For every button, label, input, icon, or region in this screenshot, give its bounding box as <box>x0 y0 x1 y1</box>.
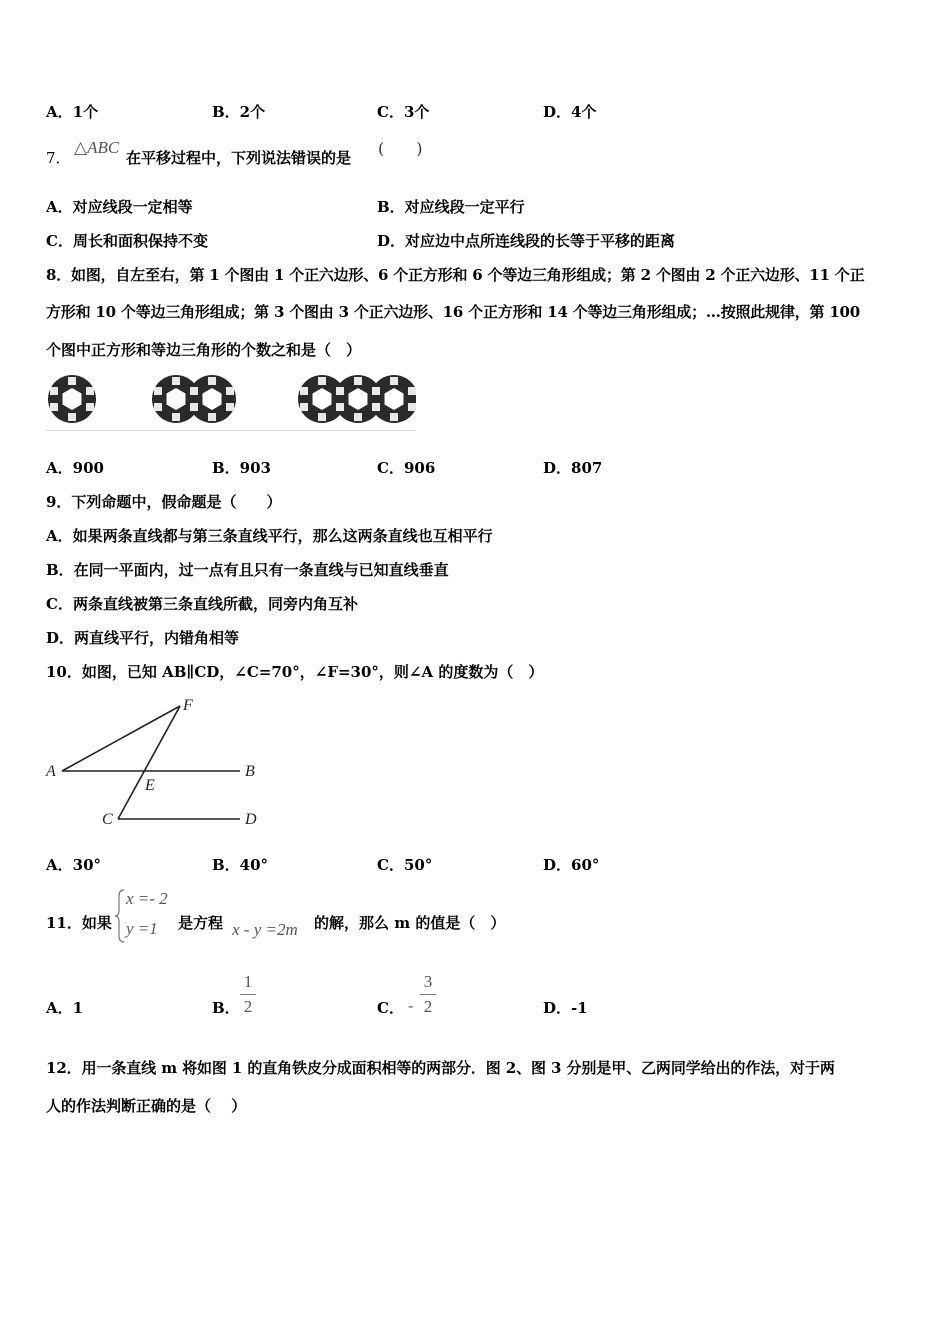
q9-option-c: C．两条直线被第三条直线所截，同旁内角互补 <box>46 595 358 613</box>
q11-option-b-fraction: 1 2 <box>240 972 256 1017</box>
q11-option-c: C． <box>377 999 404 1017</box>
q10-option-b: B．40° <box>212 856 269 874</box>
q10-label-d: D <box>245 811 257 828</box>
q11-option-c-sign: - <box>408 996 414 1015</box>
q11-option-b: B． <box>212 999 240 1017</box>
q7-option-b: B．对应线段一定平行 <box>377 198 525 216</box>
q11-system-eq1: x =- 2 <box>126 889 168 908</box>
q8-stem-line3: 个图中正方形和等边三角形的个数之和是（ ） <box>46 341 362 359</box>
q10-option-d: D．60° <box>543 856 600 874</box>
q11-option-a: A．1 <box>46 999 84 1017</box>
q7-stem: 在平移过程中，下列说法错误的是 <box>126 149 352 167</box>
q7-number: 7． <box>46 149 71 167</box>
q7-option-d: D．对应边中点所连线段的长等于平移的距离 <box>377 232 676 250</box>
q6-option-b: B．2个 <box>212 103 266 121</box>
q8-hexagon-pattern-figure <box>44 368 416 432</box>
q11-option-c-fraction: 3 2 <box>420 972 436 1017</box>
q12-stem-line2: 人的作法判断正确的是（ ） <box>46 1097 247 1115</box>
q10-label-c: C <box>102 811 113 828</box>
q9-option-d: D．两直线平行，内错角相等 <box>46 629 240 647</box>
q10-label-a: A <box>46 763 56 780</box>
q6-option-a: A．1个 <box>46 103 99 121</box>
q11-stem-mid: 是方程 <box>178 914 224 932</box>
q10-geometry-figure <box>40 694 270 832</box>
q8-option-b: B．903 <box>212 459 271 477</box>
q10-label-e: E <box>145 777 155 794</box>
q10-label-b: B <box>245 763 255 780</box>
q6-option-c: C．3个 <box>377 103 430 121</box>
q10-option-a: A．30° <box>46 856 102 874</box>
q8-option-c: C．906 <box>377 459 436 477</box>
q8-stem-line2: 方形和 10 个等边三角形组成；第 3 个图由 3 个正六边形、16 个正方形和 14 个等边三角形组成；…按照此规律，第 100 <box>46 303 861 321</box>
q10-stem: 10．如图，已知 AB∥CD，∠C=70°，∠F=30°，则∠A 的度数为（ ） <box>46 663 544 681</box>
q7-option-c: C．周长和面积保持不变 <box>46 232 208 250</box>
q11-number: 11．如果 <box>46 914 112 932</box>
q12-stem-line1: 12．用一条直线 m 将如图 1 的直角铁皮分成面积相等的两部分．图 2、图 3 分别是甲、乙两同学给出的作法，对于两 <box>46 1059 835 1077</box>
q7-answer-paren: ( ) <box>378 139 423 158</box>
q8-option-d: D．807 <box>543 459 603 477</box>
q11-equation: x - y =2m <box>232 920 298 939</box>
q9-option-a: A．如果两条直线都与第三条直线平行，那么这两条直线也互相平行 <box>46 527 493 545</box>
q8-stem-line1: 8．如图，自左至右，第 1 个图由 1 个正六边形、6 个正方形和 6 个等边三角形组成；第 2 个图由 2 个正六边形、11 个正 <box>46 266 865 284</box>
q8-option-a: A．900 <box>46 459 104 477</box>
q7-triangle-abc: △ABC <box>74 138 120 157</box>
q9-option-b: B．在同一平面内，过一点有且只有一条直线与已知直线垂直 <box>46 561 449 579</box>
q10-label-f: F <box>183 697 193 714</box>
q9-stem: 9．下列命题中，假命题是（ ） <box>46 493 282 511</box>
q10-option-c: C．50° <box>377 856 433 874</box>
q11-option-d: D．-1 <box>543 999 588 1017</box>
q7-option-a: A．对应线段一定相等 <box>46 198 193 216</box>
q11-system-brace <box>114 888 126 944</box>
q11-stem-tail: 的解，那么 m 的值是（ ） <box>314 914 506 932</box>
q6-option-d: D．4个 <box>543 103 597 121</box>
q11-system-eq2: y =1 <box>126 919 158 938</box>
